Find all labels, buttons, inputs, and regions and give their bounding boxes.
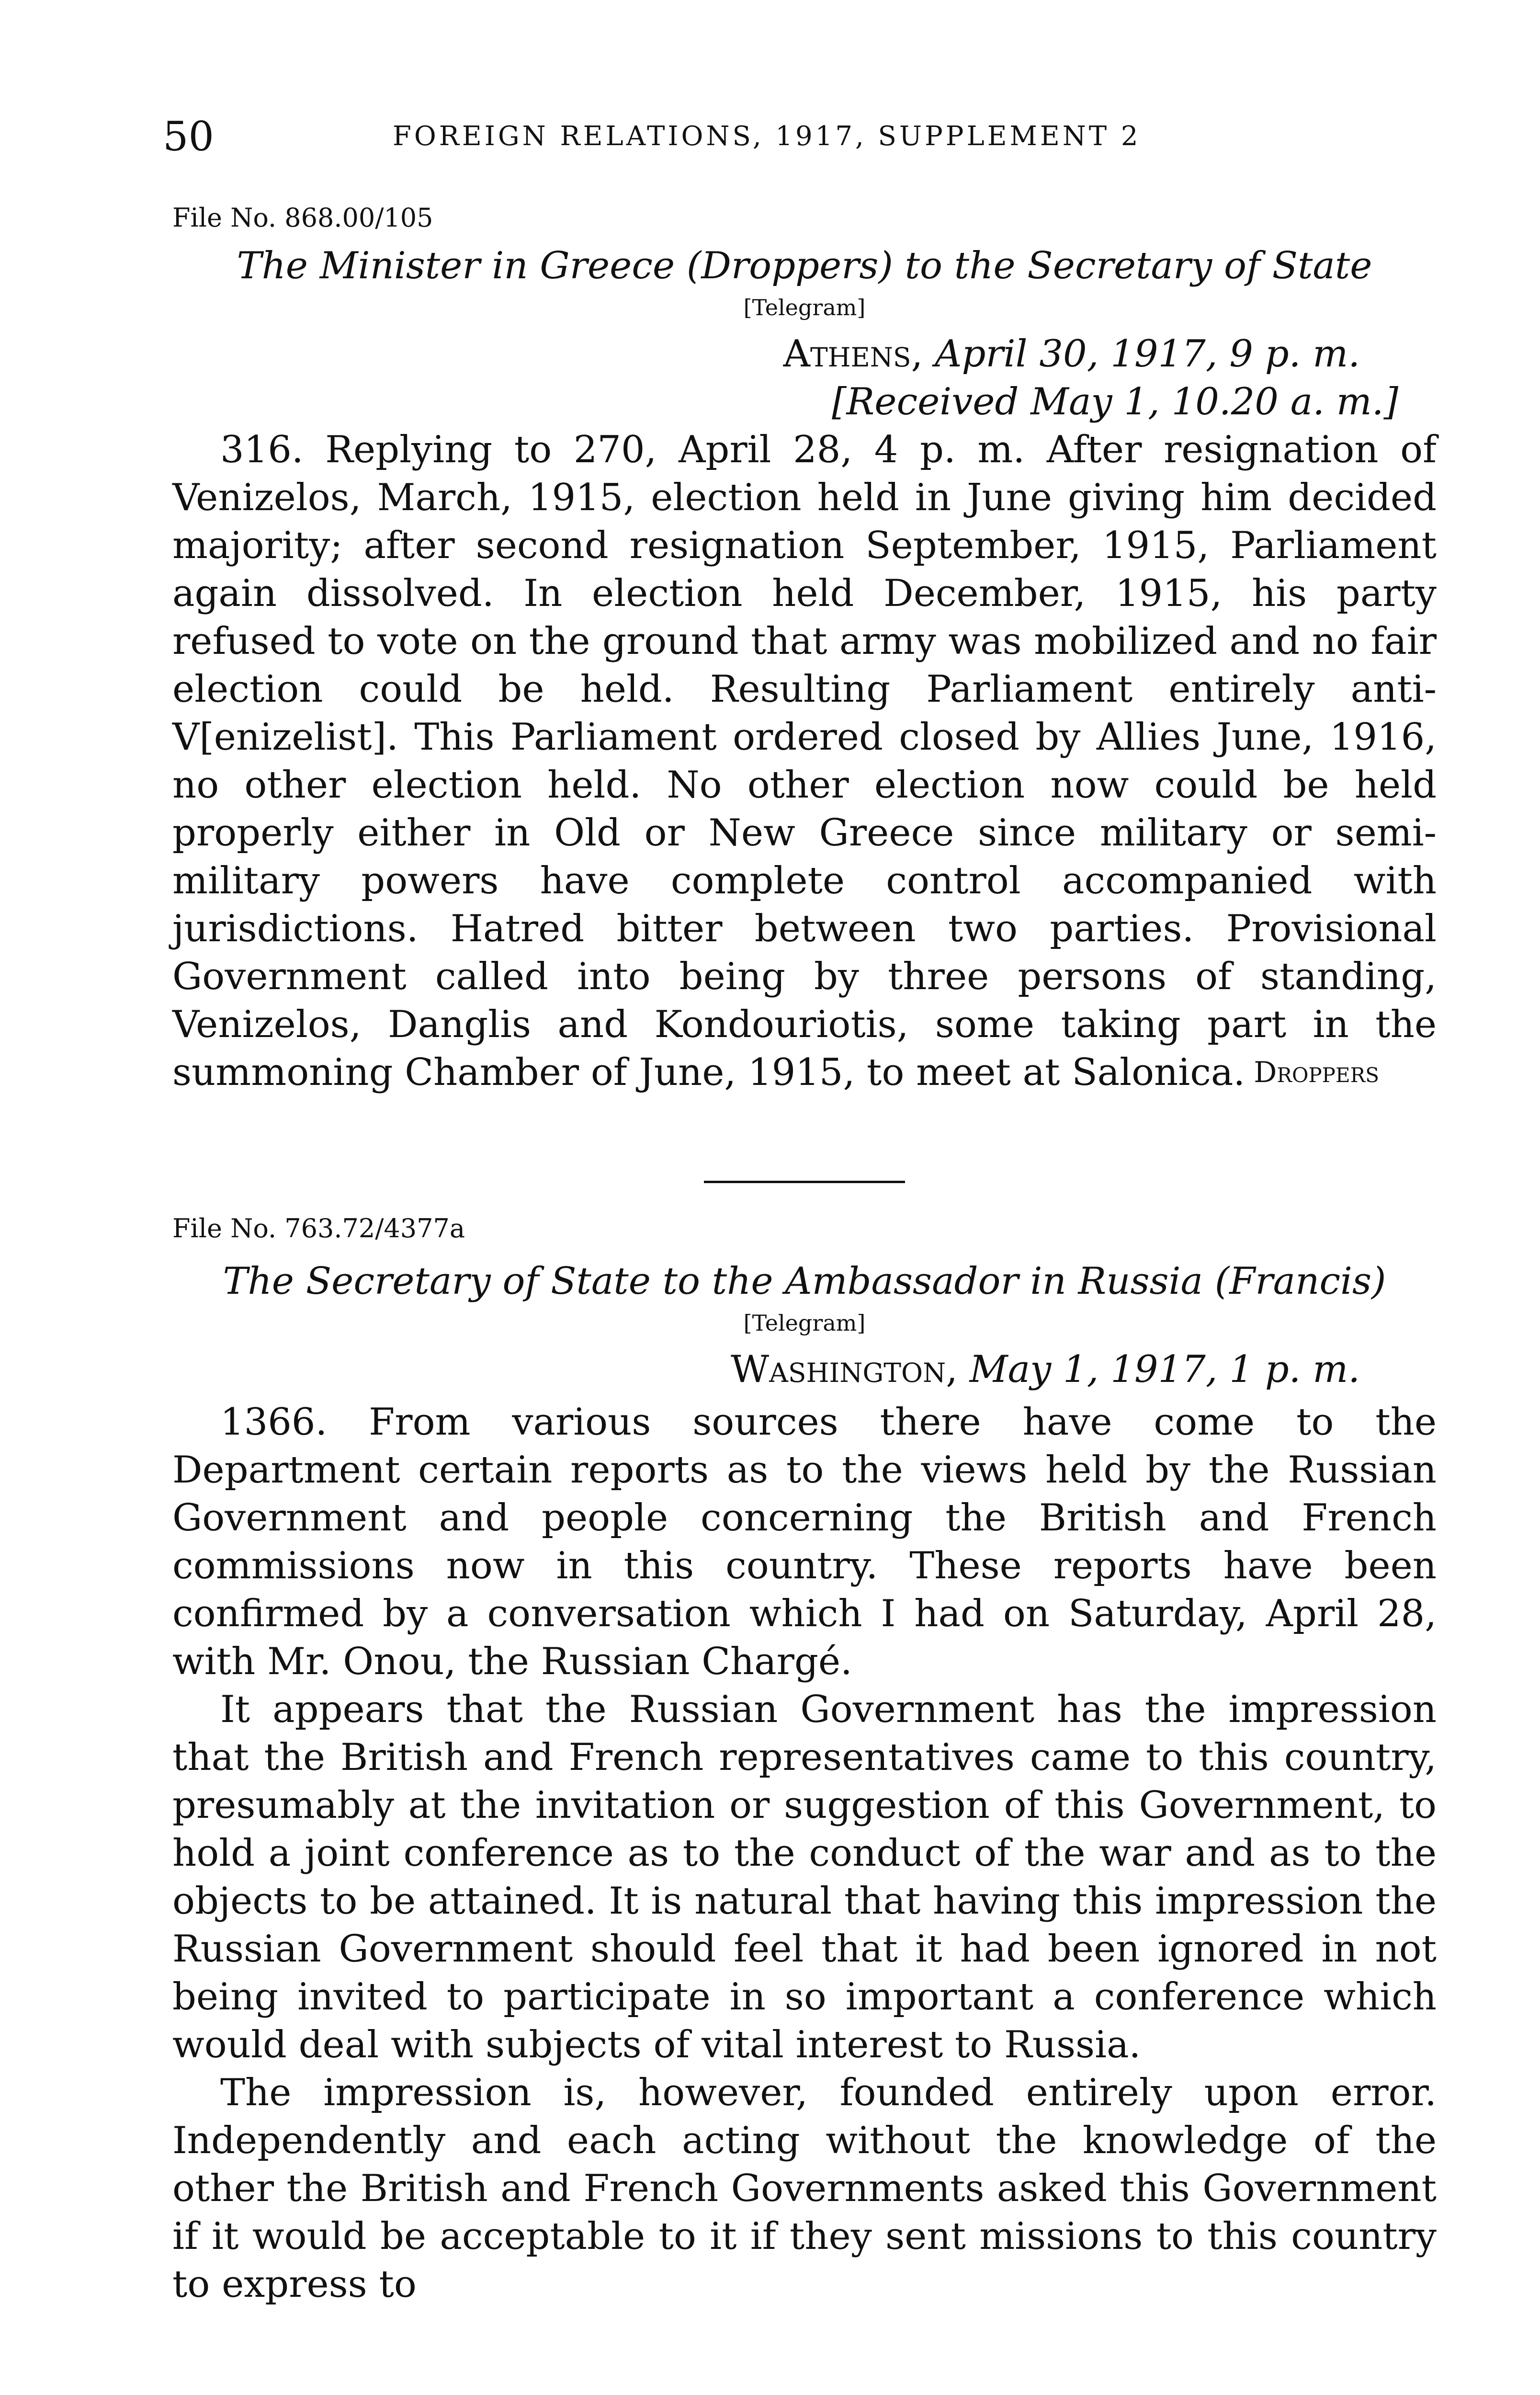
running-title: FOREIGN RELATIONS, 1917, SUPPLEMENT 2 <box>393 121 1141 152</box>
telegram-label: [Telegram] <box>743 295 866 320</box>
signature: Droppers <box>1254 1056 1379 1089</box>
file-number: File No. 868.00/105 <box>172 203 433 233</box>
document-title: The Minister in Greece (Droppers) to the Secretary of State <box>237 244 1372 287</box>
dateline-place: Athens, <box>783 332 923 376</box>
section-divider <box>704 1181 905 1183</box>
dateline <box>172 330 1437 378</box>
body-paragraph: It appears that the Russian Government has the impression that the British and French representatives came to this country, presumably at the invitation or suggestion of this Government, to hold a joint conference as to the conduct of the war and as to the objects to be attained. It is natural that having this impression the Russian Government should feel that it had been ignored in not being invited to participate in so important a conference which would deal with subjects of vital interest to Russia. <box>172 1688 1437 2066</box>
received-line: [Received May 1, 10.20 a. m.] <box>832 380 1398 423</box>
document-1 <box>172 199 1437 1096</box>
running-header <box>158 110 1417 163</box>
document-2 <box>172 1209 1437 2308</box>
body-paragraph: 316. Replying to 270, April 28, 4 p. m. After resignation of Venizelos, March, 1915, election held in June giving him decided majority; after second resignation September, 1915, Parliament again dissolved. In election held December, 1915, his party refused to vote on the ground that army was mobilized and no fair election could be held. Resulting Parliament entirely anti-V[enizelist]. This Parliament ordered closed by Allies June, 1916, no other election held. No other election now could be held properly either in Old or New Greece since military or semi-military powers have complete control accompanied with jurisdictions. Hatred bitter between two parties. Provisional Government called into being by three persons of standing, Venizelos, Danglis and Kondouriotis, some taking part in the summoning Chamber of June, 1915, to meet at Salonica. <box>172 428 1437 1094</box>
file-number: File No. 763.72/4377a <box>172 1213 465 1243</box>
dateline-date: May 1, 1917, 1 p. m. <box>969 1348 1360 1391</box>
dateline <box>172 1346 1437 1393</box>
dateline-place: Washington, <box>730 1348 958 1391</box>
dateline-date: April 30, 1917, 9 p. m. <box>935 332 1360 376</box>
body-paragraph: The impression is, however, founded entirely upon error. Independently and each acting without the knowledge of the other the British and French Governments asked this Government if it would be acceptable to it if they sent missions to this country to express to <box>172 2071 1437 2306</box>
telegram-label: [Telegram] <box>743 1310 866 1336</box>
page-number: 50 <box>163 113 214 160</box>
document-title: The Secretary of State to the Ambassador in Russia (Francis) <box>223 1260 1386 1303</box>
body-paragraph: 1366. From various sources there have come to the Department certain reports as to the views held by the Russian Government and people concerning the British and French commissions now in this country. These reports have been confirmed by a conversation which I had on Saturday, April 28, with Mr. Onou, the Russian Chargé. <box>172 1401 1437 1683</box>
